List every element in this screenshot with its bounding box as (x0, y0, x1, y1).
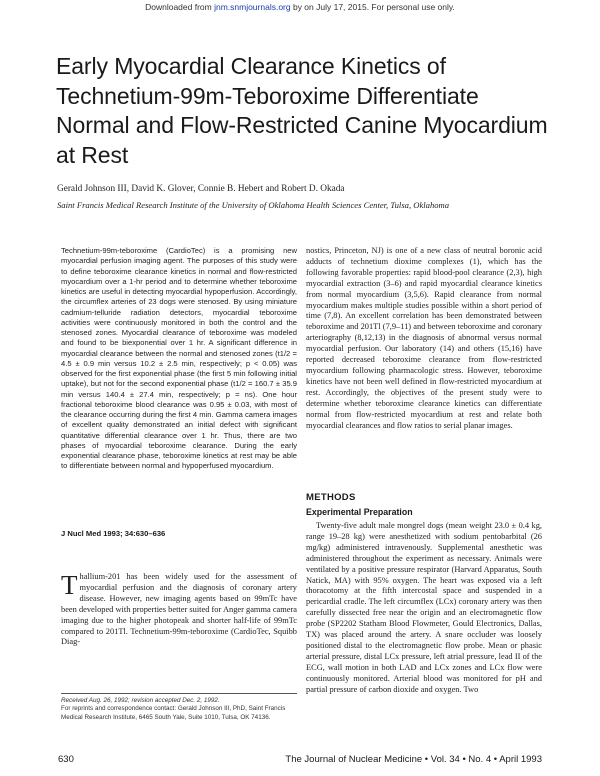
intro-paragraph: hallium-201 has been widely used for the assessment of myocardial perfusion and the diagnosis of coronary artery disease. However, new imaging agents based on 99mTc have been developed with properties better suited for Anger gamma camera imaging due to the higher photopeak and shorter half-life of 99mTc compared to 201Tl. Technetium-99m-teboroxime (CardioTec, Squibb Diag- (61, 572, 297, 647)
banner-suffix: by on July 17, 2015. For personal use only. (290, 2, 455, 12)
received-note: Received Aug. 26, 1992; revision accepted Dec. 2, 1992. (61, 697, 220, 704)
experimental-preparation-heading: Experimental Preparation (306, 507, 413, 517)
article-title: Early Myocardial Clearance Kinetics of Technetium-99m-Teboroxime Differentiate Normal and Flow-Restricted Canine Myocardium at Rest (56, 53, 548, 168)
download-banner (0, 2, 600, 12)
affiliation: Saint Francis Medical Research Institute of the University of Oklahoma Health Sciences Center, Tulsa, Oklahoma (57, 200, 450, 210)
banner-link[interactable]: jnm.snmjournals.org (214, 2, 291, 12)
footnotes (61, 697, 297, 722)
intro-text-left (61, 572, 297, 648)
methods-heading: METHODS (306, 492, 356, 503)
page-number: 630 (58, 754, 74, 765)
abstract: Technetium-99m-teboroxime (CardioTec) is a promising new myocardial perfusion imaging agent. The purposes of this study were to define teboroxime clearance kinetics in normal and flow-restricted myocardium over a 1-hr period and to determine whether teboroxime kinetics are useful in detecting myocardial hypoperfusion. Accordingly, the circumflex arteries of 23 dogs were stenosed. By using miniature cadmium-telluride radiation detectors, myocardial teboroxime activities were continuously monitored in both the control and the stenosed zones. Myocardial clearance of teboroxime was modeled and found to be biexponential over 1 hr. A significant difference in myocardial clearance between the normal and stenosed zones (t1/2 = 4.5 ± 0.9 min versus 10.2 ± 2.5 min, respectively; p < 0.05) was observed for the first exponential phase (the first 5 min following initial uptake), but not for the second exponential phase (t1/2 = 160.7 ± 35.9 min versus 140.4 ± 27.4 min, respectively; p = ns). One hour fractional teboroxime blood clearance was 0.95 ± 0.03, with most of the clearance occurring during the first 4 min. Gamma camera images of excellent quality demonstrated an initial defect with significant quantitative differential clearance over 1 hr. Thus, there are two phases of myocardial teboroxime clearance. During the early exponential clearance phase, teboroxime kinetics at rest may be able to differentiate between normal and hypoperfused myocardium. (61, 246, 297, 471)
journal-footer: The Journal of Nuclear Medicine • Vol. 34 • No. 4 • April 1993 (285, 754, 542, 765)
banner-prefix: Downloaded from (145, 2, 215, 12)
drop-cap: T (61, 570, 78, 600)
intro-text-right: nostics, Princeton, NJ) is one of a new class of neutral boronic acid adducts of technetium dioxime complexes (1), which has the following favorable properties: rapid blood-pool clearance (2,3), high myocardial extraction (3–6) and rapid myocardial clearance kinetics from normal myocardium (3,5,6). Rapid clearance from normal myocardium makes multiple studies possible within a short period of time (7,8). An excellent correlation has been demonstrated between teboroxime and 201Tl (7,9–11) and between teboroxime and coronary arteriography (8,12,13) in the diagnosis of abnormal versus normal myocardial perfusion. Our laboratory (14) and others (15,16) have reported decreased teboroxime clearance from flow-restricted myocardium following pharmacologic stress. However, teboroxime kinetics have not been well defined in flow-restricted myocardium at rest. Accordingly, the objectives of the present study were to determine whether teboroxime clearance kinetics can differentiate normal from flow-restricted myocardium at rest and relate both myocardial clearances and flow ratios to serial planar images. (306, 246, 542, 430)
methods-paragraph: Twenty-five adult male mongrel dogs (mean weight 23.0 ± 0.4 kg, range 19–28 kg) were anesthetized with sodium pentobarbital (26 mg/kg) administered intravenously. Supplemental anesthetic was administered throughout the experiment as necessary. Animals were ventilated by a positive pressure respirator (Harvard Apparatus, South Natick, MA) with 95% oxygen. The heart was exposed via a left thoracotomy at the fifth intercostal space and suspended in a pericardial cradle. The left circumflex (LCx) coronary artery was then carefully dissected free near the origin and an electromagnetic flow probe (SP2202 Statham Blood Flowmeter, Gould Electronics, Dallas, TX) was placed around the artery. A snare occluder was loosely positioned distal to the electromagnetic flow probe. Mean or phasic arterial pressure, distal LCx pressure, left atrial pressure, lead II of the ECG, wall motion in both LAD and LCx zones and LCx flow were continuously monitored. Arterial blood was monitored for pH and partial pressure of carbon dioxide and oxygen. Two (306, 521, 542, 694)
footnote-divider (61, 693, 297, 694)
reprints-note: For reprints and correspondence contact: Gerald Johnson III, PhD, Saint Francis Medical Research Institute, 6465 South Yale, Suite 1010, Tulsa, OK 74136. (61, 705, 286, 721)
citation: J Nucl Med 1993; 34:630–636 (61, 529, 166, 538)
author-list: Gerald Johnson III, David K. Glover, Connie B. Hebert and Robert D. Okada (57, 184, 345, 194)
